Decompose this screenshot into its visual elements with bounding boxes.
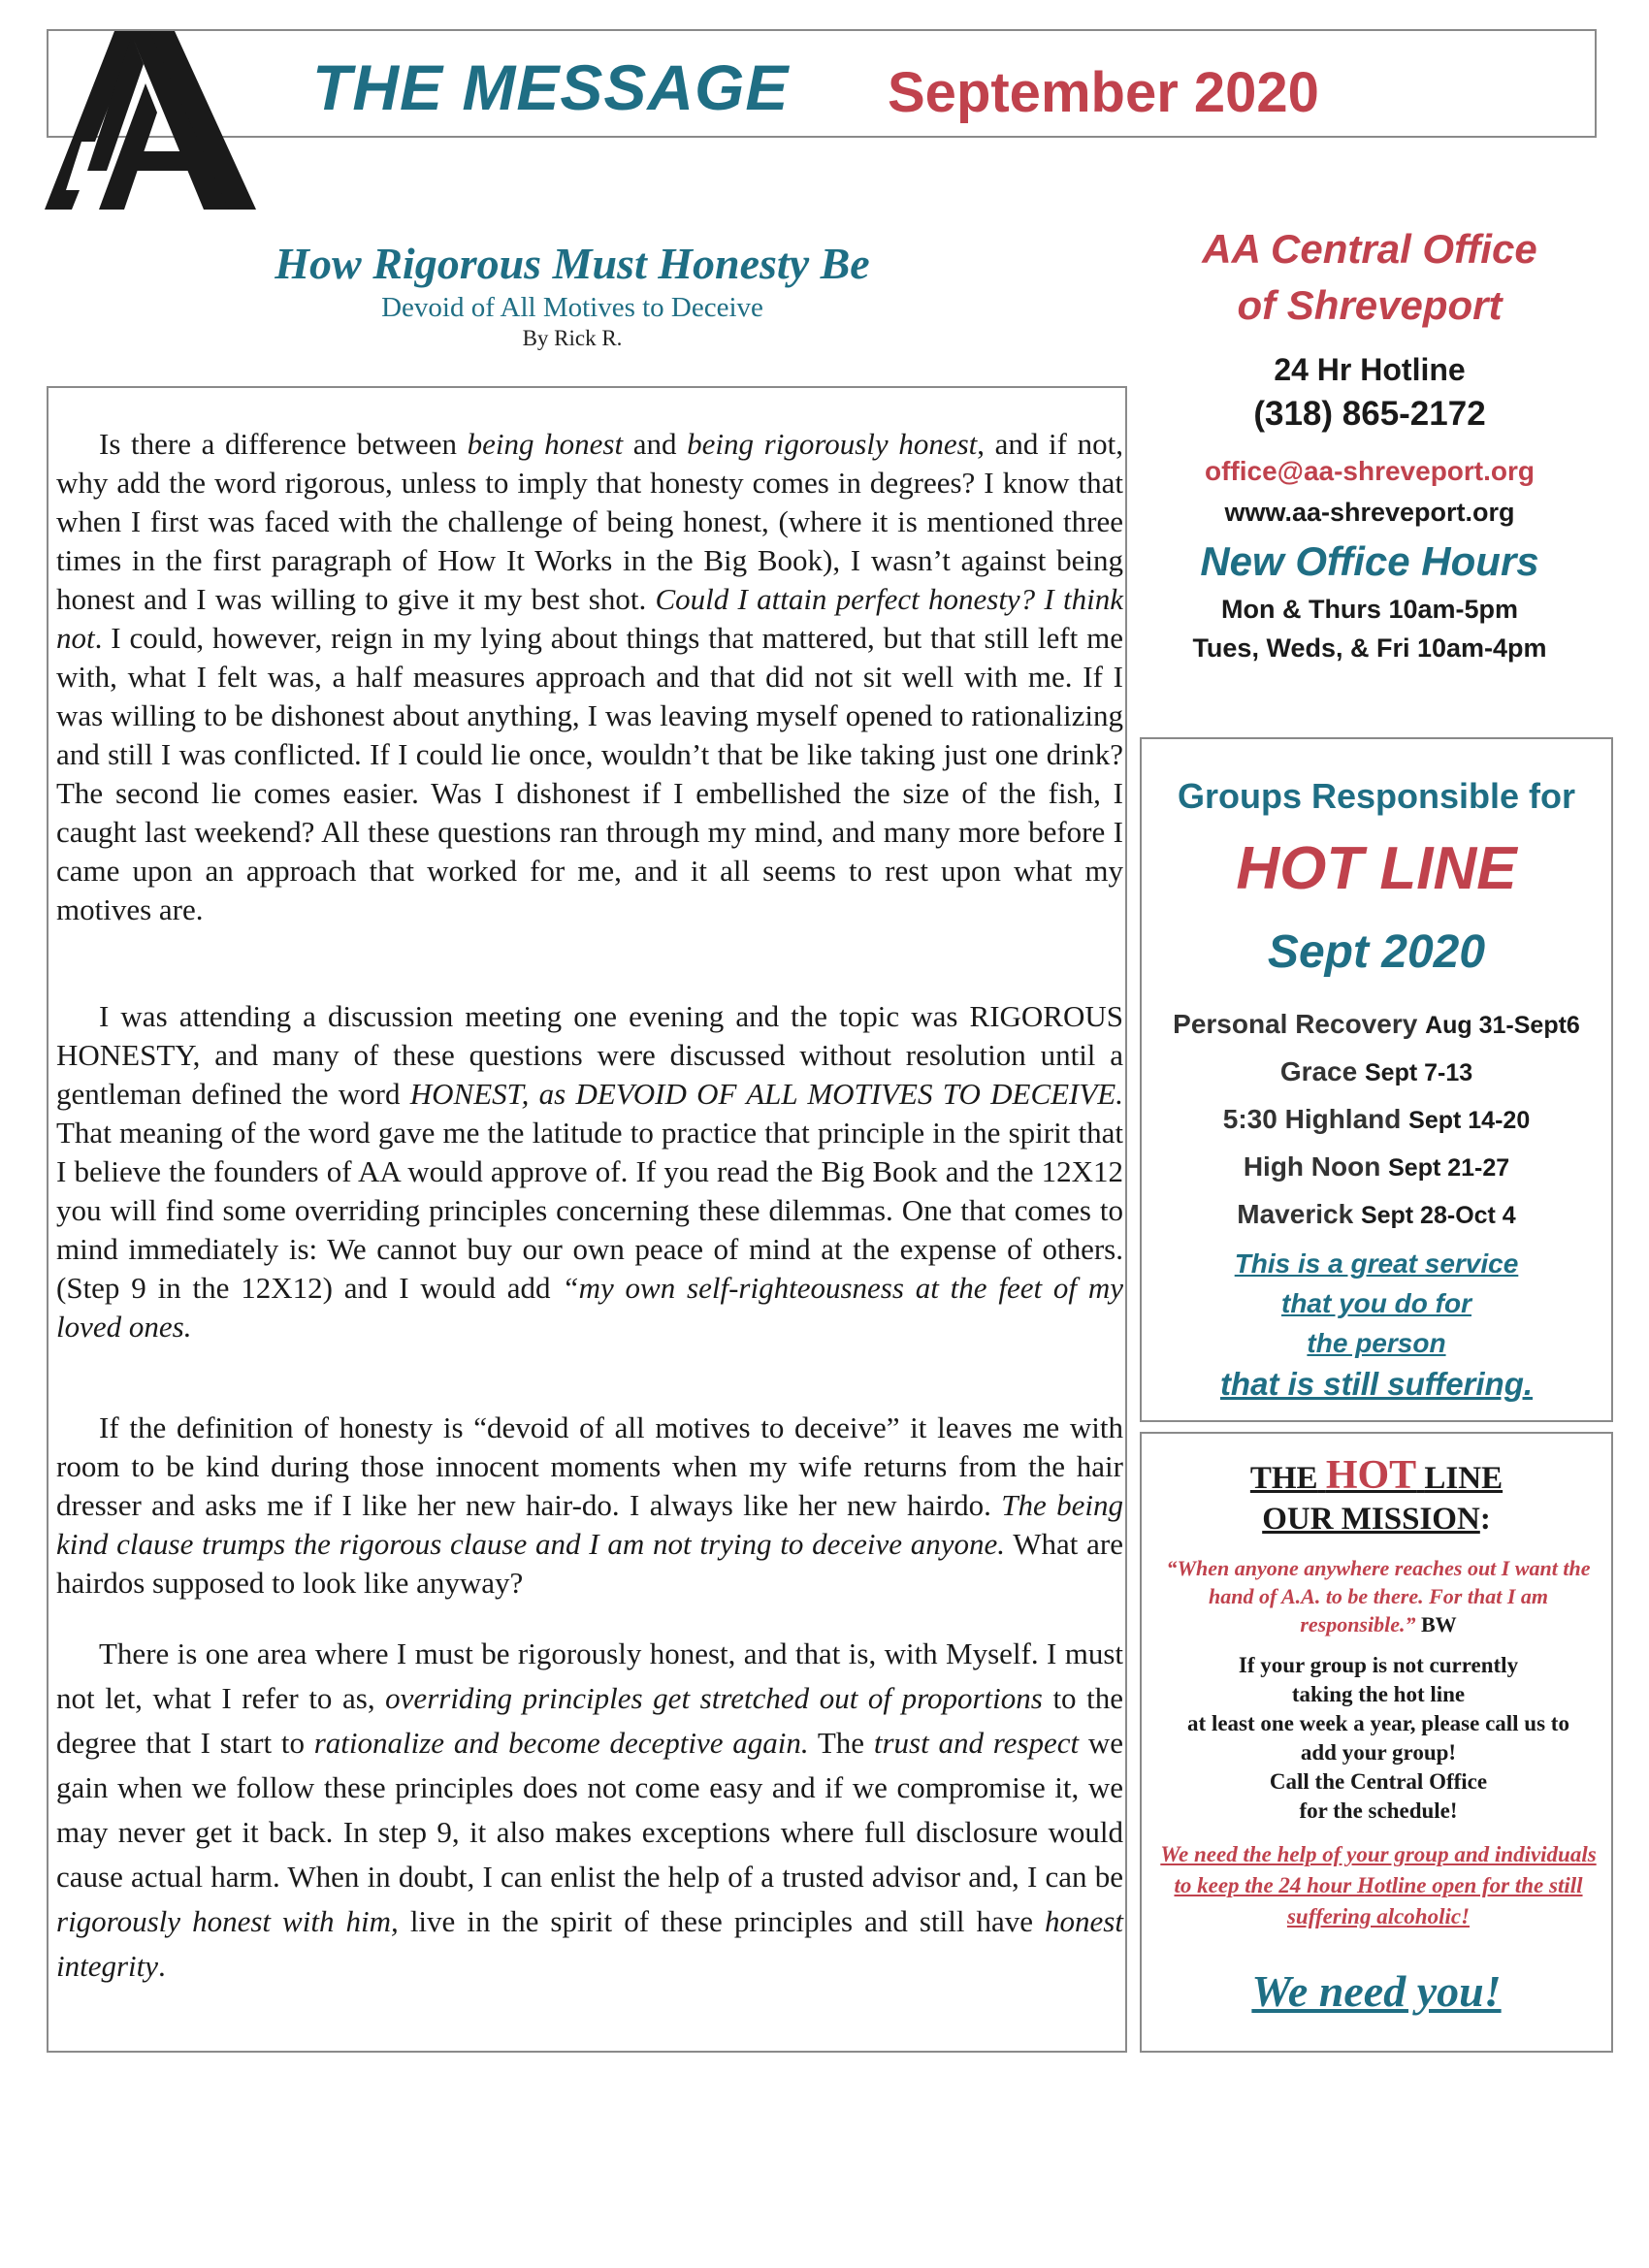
list-item: High Noon Sept 21-27 [1243,1151,1510,1182]
office-hours-line1: Mon & Thurs 10am-5pm [1220,595,1519,624]
article-subtitle: Devoid of All Motives to Deceive [381,292,763,323]
article-paragraph-3: If the definition of honesty is “devoid of all motives to deceive” it leaves me with room to be kind during those innocent moments when my wife returns from the hair dresser and asks me if I like her new hair-do. I always like her new hairdo. The being kind clause trumps the rigorous clause and I am not trying to deceive anyone. What are hairdos supposed to look like anyway? [56,1410,1123,1600]
newsletter-title: THE MESSAGE [312,51,790,123]
aa-logo-icon [37,25,258,211]
list-item: Maverick Sept 28-Oct 4 [1237,1199,1516,1229]
mission-help-text: We need the help of your group and individuals to keep the 24 hour Hotline open for the still suffering alcoholic! [1160,1842,1597,1928]
article-title: How Rigorous Must Honesty Be [275,239,870,288]
office-website: www.aa-shreveport.org [1224,498,1515,527]
groups-hotline-heading: HOT LINE [1236,835,1517,902]
office-name-line1: AA Central Office [1202,226,1537,272]
list-item: Grace Sept 7-13 [1279,1056,1473,1086]
masthead-box [47,29,1597,138]
office-email: office@aa-shreveport.org [1204,456,1536,486]
mission-body: If your group is not currently taking the hot line at least one week a year, please call us to add your group! Call the Central Office for the schedule! [1187,1653,1569,1823]
mission-heading: THE HOT LINE OUR MISSION: [1249,1453,1504,1537]
we-need-you: We need you! [1251,1966,1502,2016]
article-byline: By Rick R. [522,326,623,350]
central-office-info [1137,221,1602,667]
article-paragraph-4: There is one area where I must be rigorously honest, and that is, with Myself. I must not let, what I refer to as, overriding principles get stretched out of proportions to the degree that I start to rationalize and become deceptive again. The trust and respect we gain when we follow these principles does not come easy and if we compromise it, we may never get it back. In step 9, it also makes exceptions where full disclosure would cause actual harm. When in doubt, I can enlist the help of a trusted advisor and, I can be rigorously honest with him, live in the spirit of these principles and still have honest integrity. [56,1636,1124,1983]
hotline-groups-box [1140,737,1613,1422]
office-hours-line2: Tues, Weds, & Fri 10am-4pm [1192,633,1547,663]
article-paragraph-2: I was attending a discussion meeting one evening and the topic was RIGOROUS HONESTY, and many of these questions were discussed without resolution until a gentleman defined the word HONEST, as DEVOID OF ALL MOTIVES TO DECEIVE. That meaning of the word gave me the latitude to practice that principle in the spirit that I believe the founders of AA would approve of. If you read the Big Book and the 12X12 you will find some overriding principles concerning these dilemmas. One that comes to mind immediately is: We cannot buy our own peace of mind at the expense of others. (Step 9 in the 12X12) and I would add “my own self-righteousness at the feet of my loved ones. [56,999,1123,1344]
newsletter-date: September 2020 [888,61,1319,124]
groups-list [1142,1001,1611,1239]
mission-quote: “When anyone anywhere reaches out I want the hand of A.A. to be there. For that I am responsible.” BW [1166,1556,1591,1636]
list-item: Personal Recovery Aug 31-Sept6 [1173,1009,1580,1039]
groups-title: Groups Responsible for [1177,776,1576,816]
office-name-line2: of Shreveport [1237,282,1503,328]
hotline-mission-box [1140,1432,1613,2053]
article-heading [150,237,994,353]
service-note: This is a great service that you do for the person that is still suffering. [1219,1248,1534,1402]
hotline-label: 24 Hr Hotline [1274,352,1466,387]
article-paragraph-1: Is there a difference between being honest and being rigorously honest, and if not, why add the word rigorous, unless to imply that honesty comes in degrees? I know that when I first was faced with the challenge of being honest, (where it is mentioned three times in the first paragraph of How It Works in the Big Book), I wasn’t against being honest and I was willing to give it my best shot. Could I attain perfect honesty? I think not. I could, however, reign in my lying about things that mattered, but that still left me with, what I felt was, a half measures approach and that did not sit well with me. If I was willing to be dishonest about anything, I was leaving myself opened to rationalizing and still I was conflicted. If I could lie once, wouldn’t that be like taking just one drink? The second lie comes easier. Was I dishonest if I embellished the size of the fish, I caught last weekend? All these questions ran through my mind, and many more before I came upon an approach that worked for me, and it all seems to rest upon what my motives are. [56,427,1123,926]
hotline-phone: (318) 865-2172 [1253,395,1486,433]
list-item: 5:30 Highland Sept 14-20 [1222,1104,1531,1134]
groups-month: Sept 2020 [1267,926,1486,978]
office-hours-title: New Office Hours [1200,538,1539,584]
